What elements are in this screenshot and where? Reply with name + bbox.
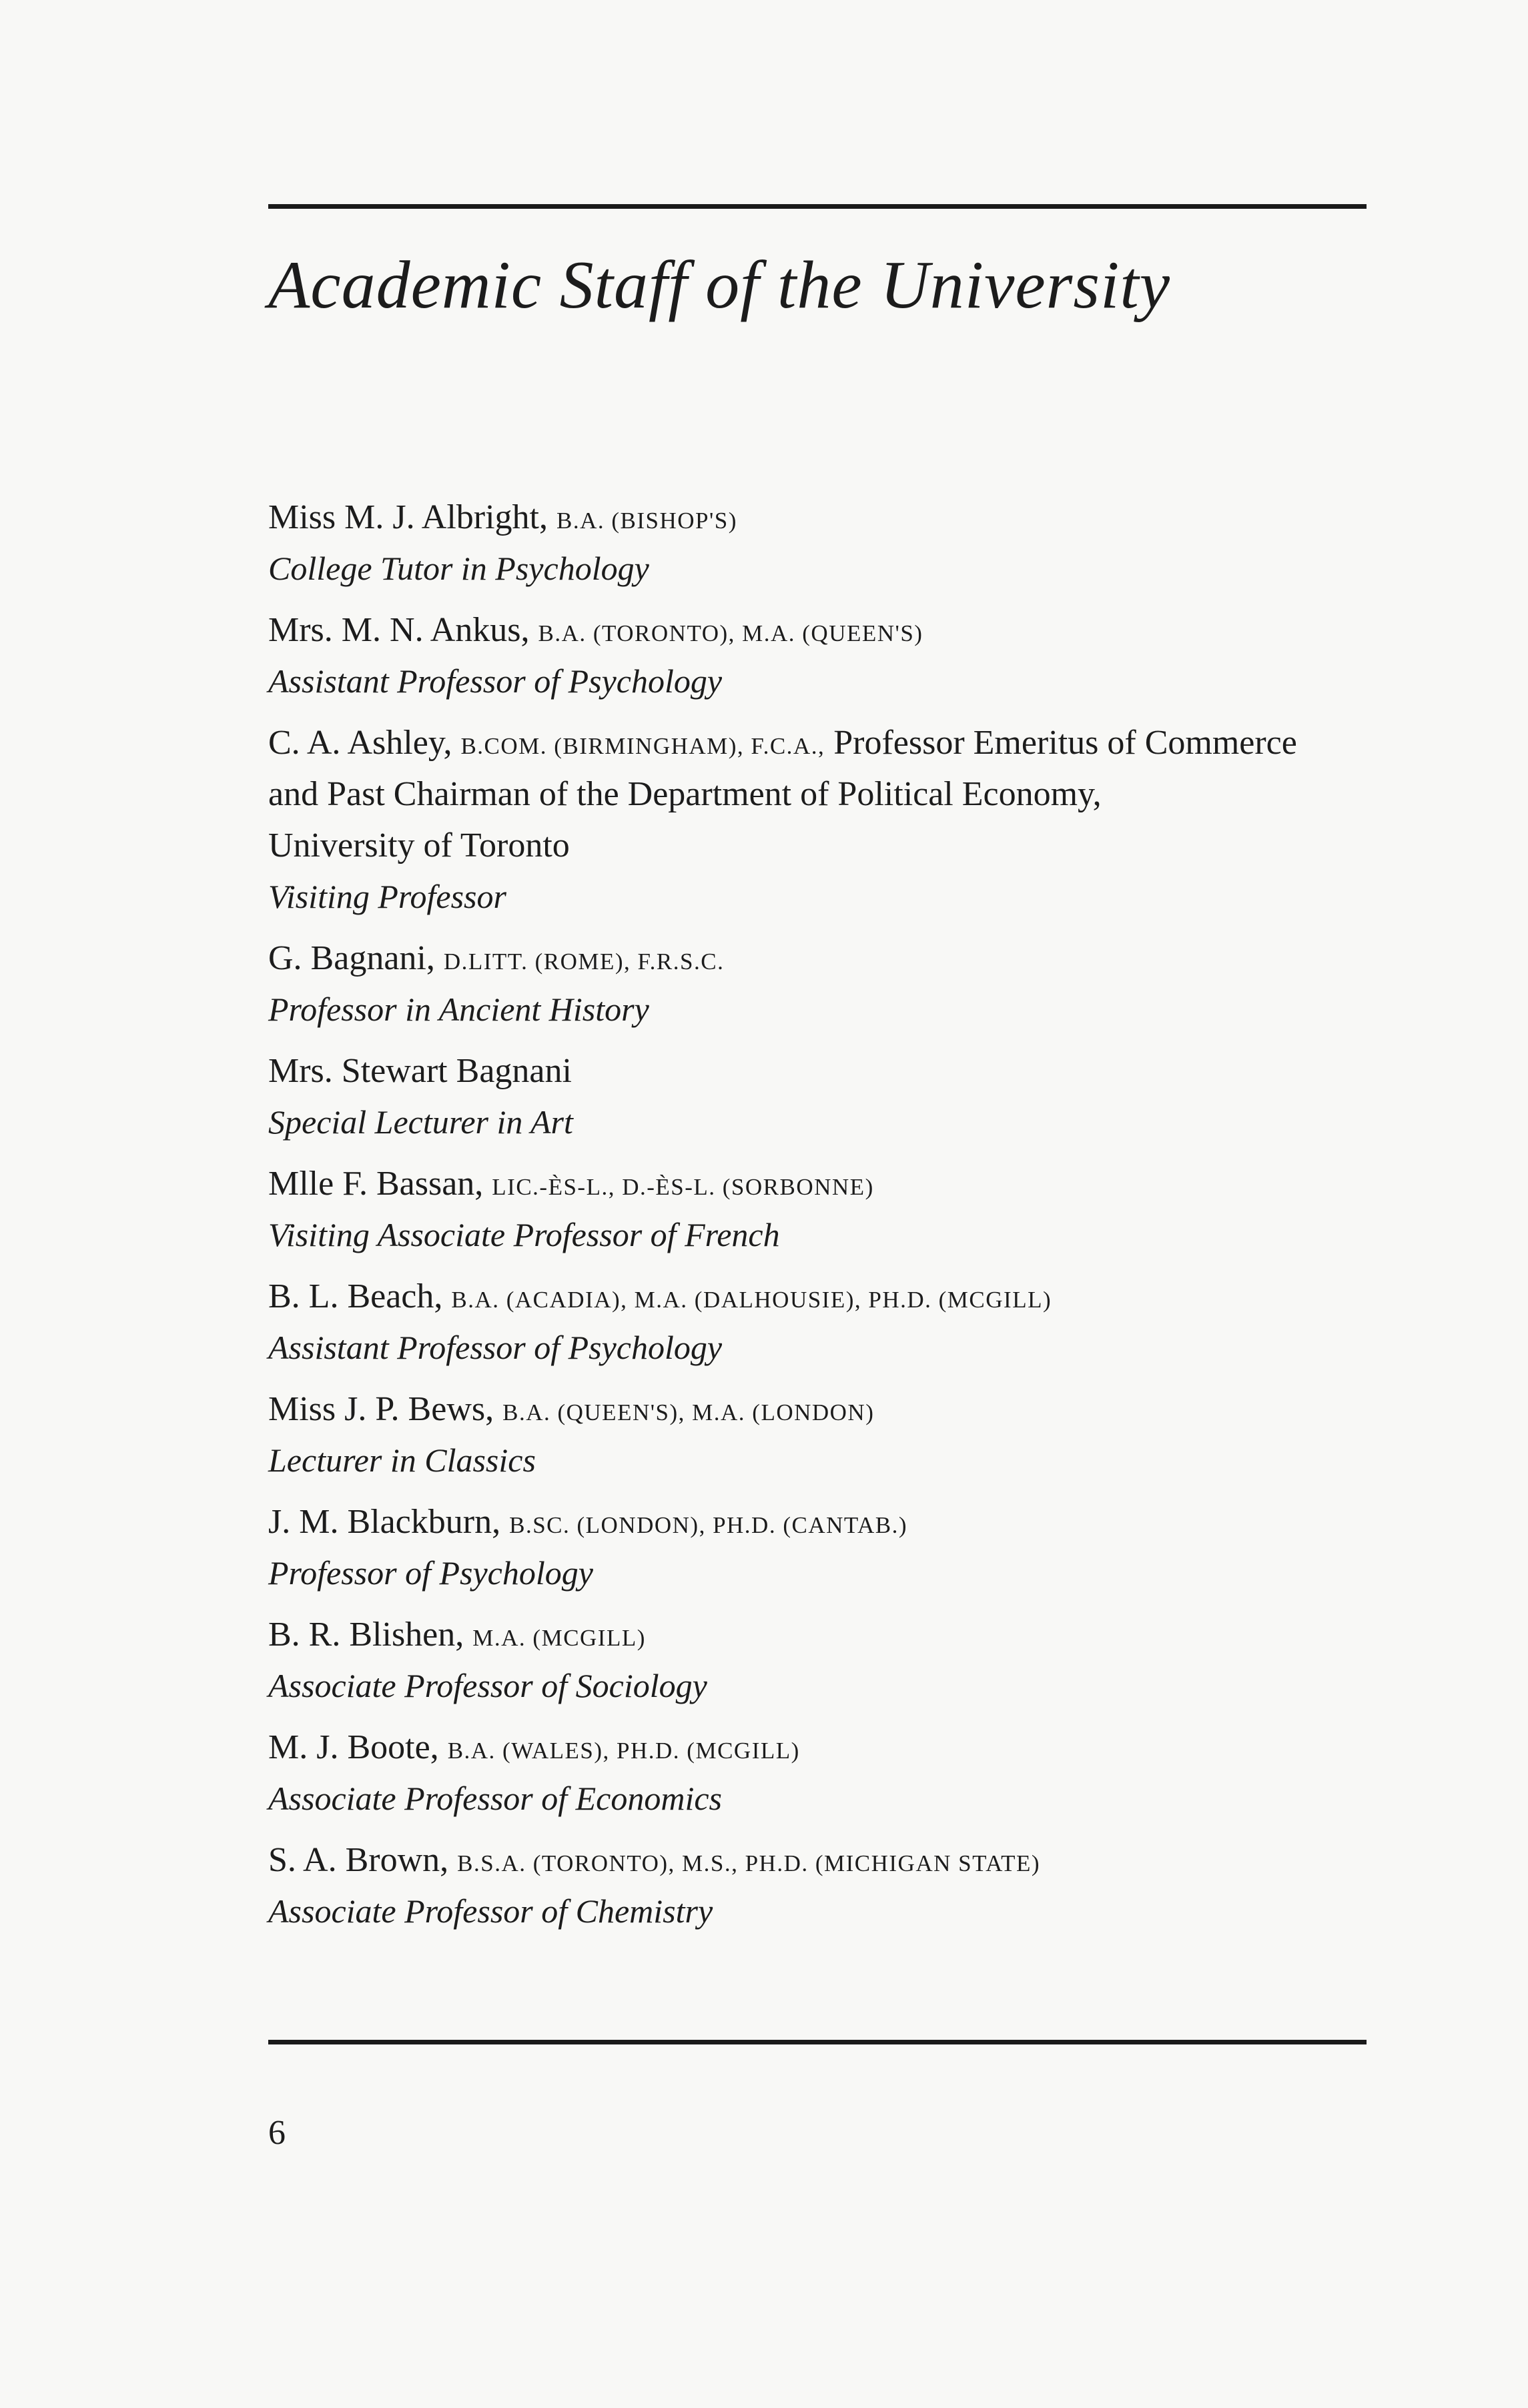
staff-name-line — [268, 494, 1376, 545]
staff-name: B. R. Blishen, — [268, 1616, 473, 1654]
staff-name-line — [268, 606, 1376, 658]
staff-name: G. Bagnani, — [268, 939, 444, 977]
degrees: M.A. (MCGILL) — [472, 1625, 646, 1651]
degrees: B.S.A. (TORONTO), M.S., PH.D. (MICHIGAN STATE) — [457, 1850, 1040, 1876]
staff-role: Professor in Ancient History — [268, 991, 649, 1028]
staff-name: S. A. Brown, — [268, 1841, 458, 1879]
staff-name-line — [268, 719, 1376, 770]
staff-entry — [268, 1724, 1376, 1822]
staff-name: University of Toronto — [268, 826, 570, 864]
staff-role: Assistant Professor of Psychology — [268, 662, 723, 700]
staff-role: Associate Professor of Economics — [268, 1780, 723, 1817]
staff-name-line — [268, 1611, 1376, 1662]
degrees: B.A. (TORONTO), M.A. (QUEEN'S) — [538, 620, 923, 646]
staff-entry — [268, 1047, 1376, 1145]
staff-entry — [268, 494, 1376, 592]
staff-name: M. J. Boote, — [268, 1728, 448, 1766]
staff-name: Miss J. P. Bews, — [268, 1390, 503, 1428]
staff-name-line — [268, 822, 1376, 873]
degrees: B.COM. (BIRMINGHAM), F.C.A., — [460, 733, 825, 759]
degrees: B.A. (BISHOP'S) — [556, 508, 737, 534]
top-rule — [268, 204, 1367, 209]
staff-name: Miss M. J. Albright, — [268, 498, 556, 536]
staff-name: C. A. Ashley, — [268, 724, 461, 762]
staff-role: Associate Professor of Chemistry — [268, 1892, 713, 1930]
bottom-rule — [268, 2040, 1367, 2044]
staff-entry — [268, 935, 1376, 1033]
page-title: Academic Staff of the University — [268, 247, 1170, 323]
staff-role: Visiting Associate Professor of French — [268, 1216, 780, 1253]
degrees: LIC.-ÈS-L., D.-ÈS-L. (SORBONNE) — [492, 1174, 874, 1200]
degrees: D.LITT. (ROME), F.R.S.C. — [443, 949, 725, 975]
staff-entry — [268, 1160, 1376, 1258]
staff-entry — [268, 1498, 1376, 1596]
staff-entry — [268, 1836, 1376, 1934]
staff-entry — [268, 719, 1376, 920]
staff-name-line — [268, 1724, 1376, 1775]
degrees: B.SC. (LONDON), PH.D. (CANTAB.) — [509, 1512, 907, 1538]
staff-name-line — [268, 1498, 1376, 1550]
staff-role: Assistant Professor of Psychology — [268, 1329, 723, 1366]
degrees: B.A. (ACADIA), M.A. (DALHOUSIE), PH.D. (MCGILL) — [451, 1287, 1052, 1313]
staff-role: Lecturer in Classics — [268, 1441, 536, 1479]
staff-role: Associate Professor of Sociology — [268, 1667, 707, 1704]
staff-entry — [268, 1273, 1376, 1371]
staff-entry — [268, 1611, 1376, 1709]
staff-name: Mrs. M. N. Ankus, — [268, 611, 538, 649]
staff-entry — [268, 1385, 1376, 1483]
staff-name: Mlle F. Bassan, — [268, 1165, 492, 1203]
degrees: B.A. (WALES), PH.D. (MCGILL) — [447, 1738, 800, 1764]
staff-name-line — [268, 1836, 1376, 1888]
staff-name-line — [268, 1385, 1376, 1437]
staff-name-line — [268, 935, 1376, 986]
staff-name-line — [268, 1273, 1376, 1324]
staff-role: Professor of Psychology — [268, 1554, 593, 1592]
staff-name: B. L. Beach, — [268, 1277, 452, 1315]
staff-name: and Past Chairman of the Department of Political Economy, — [268, 775, 1102, 813]
degrees: B.A. (QUEEN'S), M.A. (LONDON) — [502, 1399, 875, 1425]
page-number: 6 — [268, 2114, 286, 2152]
staff-name: J. M. Blackburn, — [268, 1503, 510, 1541]
staff-role: Visiting Professor — [268, 878, 506, 915]
staff-role: College Tutor in Psychology — [268, 550, 649, 587]
staff-name-line — [268, 770, 1376, 822]
staff-role: Special Lecturer in Art — [268, 1103, 573, 1141]
staff-name-line — [268, 1160, 1376, 1211]
name-suffix: Professor Emeritus of Commerce — [825, 724, 1297, 762]
staff-entry — [268, 606, 1376, 704]
staff-name-line — [268, 1047, 1376, 1099]
staff-name: Mrs. Stewart Bagnani — [268, 1052, 572, 1090]
staff-list — [268, 494, 1376, 1949]
